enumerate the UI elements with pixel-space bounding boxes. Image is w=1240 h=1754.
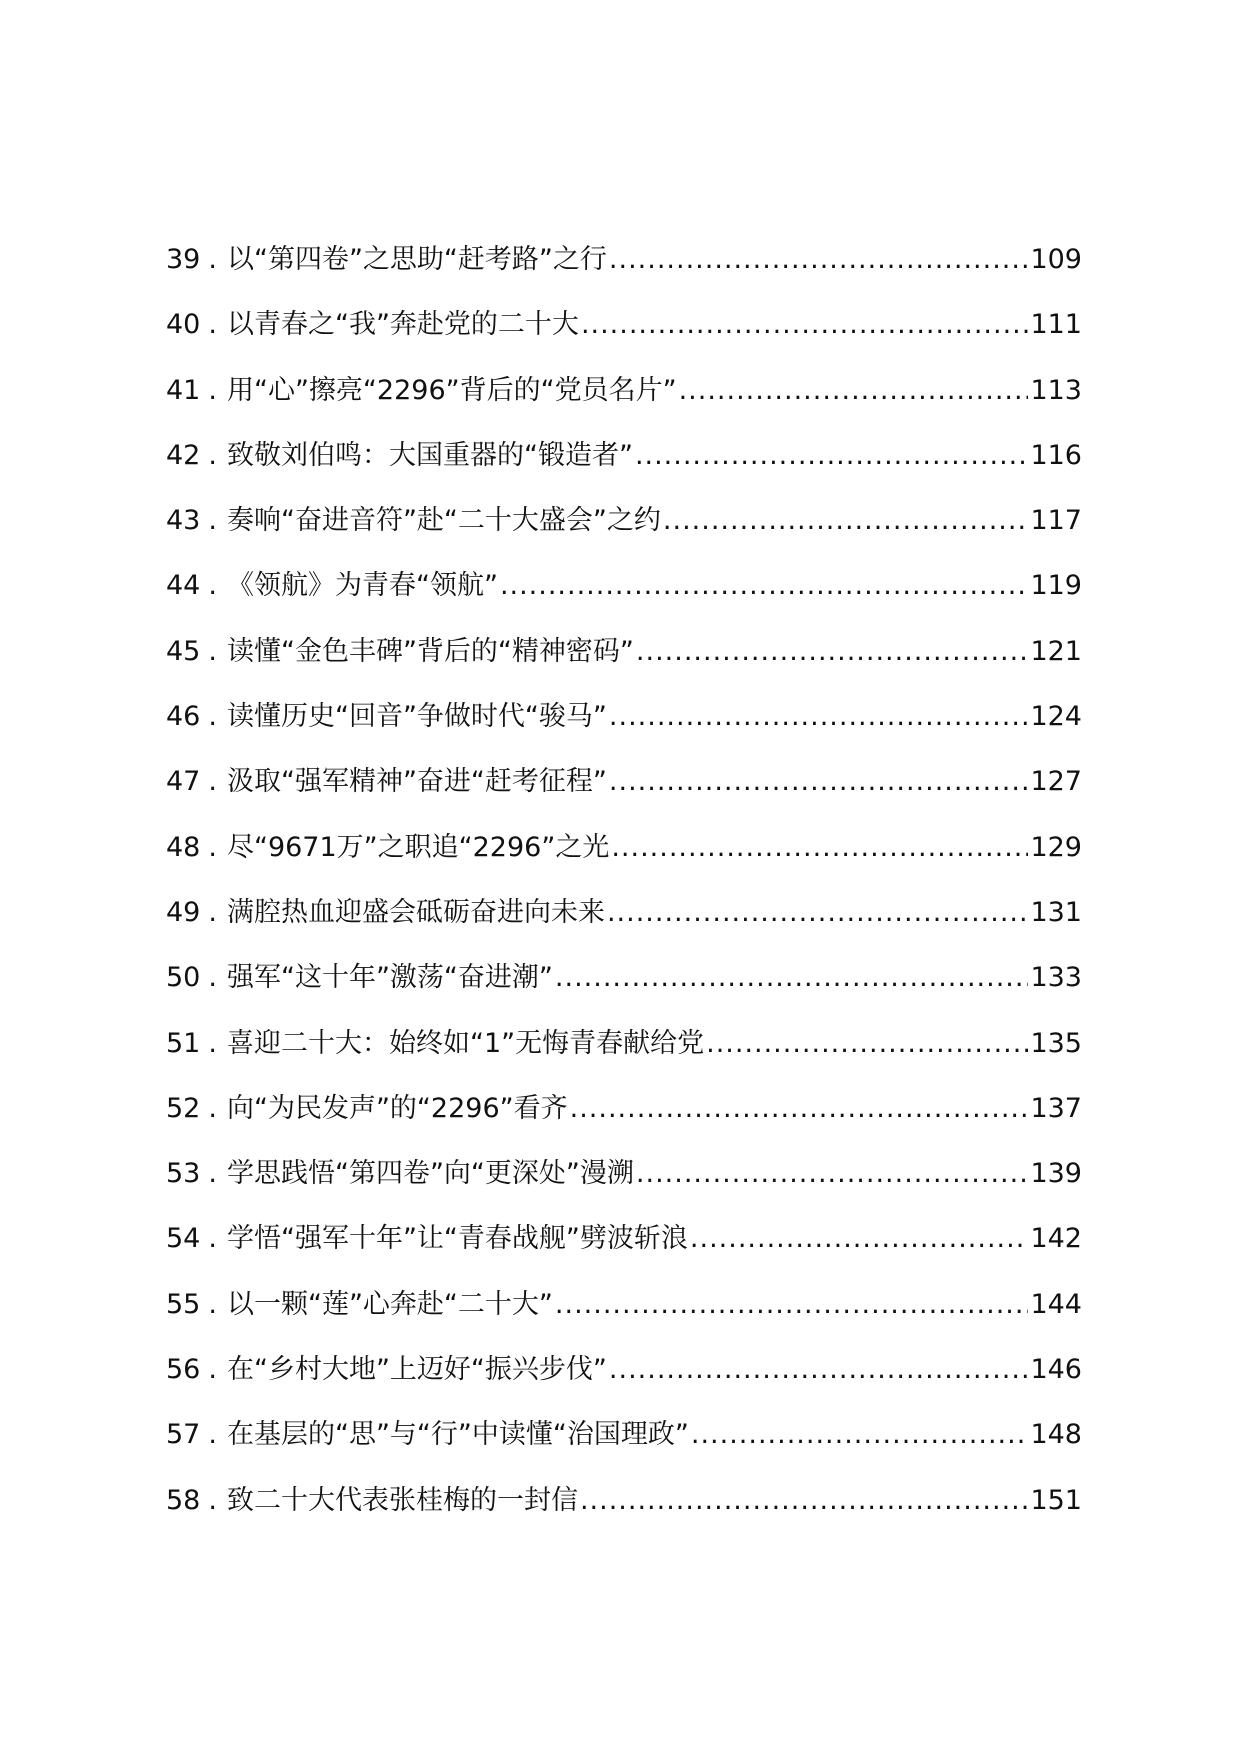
- toc-entry[interactable]: [166, 1221, 1082, 1286]
- toc-entry-separator: .: [208, 1223, 217, 1255]
- toc-entry-page: 119: [1030, 570, 1082, 602]
- toc-entry[interactable]: [166, 438, 1082, 503]
- toc-entry-number: 55: [166, 1288, 201, 1320]
- toc-dot-leader: [580, 1483, 1029, 1519]
- toc-dot-leader: [609, 699, 1029, 735]
- toc-entry-separator: .: [208, 831, 217, 863]
- toc-entry-number: 56: [166, 1354, 201, 1386]
- toc-entry-page: 139: [1030, 1158, 1082, 1190]
- toc-entry-title: 向“为民发声”的“2296”看齐: [226, 1092, 568, 1124]
- toc-entry-number: 42: [166, 439, 201, 471]
- toc-entry-separator: .: [208, 374, 217, 406]
- toc-entry[interactable]: [166, 960, 1082, 1025]
- toc-entry-page: 129: [1030, 831, 1082, 863]
- toc-entry-number: 53: [166, 1158, 201, 1190]
- toc-dot-leader: [691, 1417, 1029, 1453]
- toc-entry-page: 111: [1030, 309, 1082, 341]
- toc-entry[interactable]: [166, 503, 1082, 568]
- toc-entry-separator: .: [208, 1288, 217, 1320]
- toc-entry[interactable]: [166, 764, 1082, 829]
- toc-entry-number: 43: [166, 505, 201, 537]
- toc-entry-separator: .: [208, 635, 217, 667]
- toc-entry-separator: .: [208, 570, 217, 602]
- toc-entry-number: 41: [166, 374, 201, 406]
- toc-entry[interactable]: [166, 373, 1082, 438]
- toc-entry-title: 强军“这十年”激荡“奋进潮”: [226, 962, 553, 994]
- toc-dot-leader: [555, 960, 1029, 996]
- toc-entry-number: 48: [166, 831, 201, 863]
- toc-entry-page: 116: [1030, 439, 1082, 471]
- toc-entry-title: 汲取“强军精神”奋进“赶考征程”: [226, 766, 607, 798]
- toc-entry-page: 133: [1030, 962, 1082, 994]
- toc-entry[interactable]: [166, 1483, 1082, 1548]
- toc-entry-separator: .: [208, 244, 217, 275]
- toc-entry-page: 142: [1030, 1223, 1082, 1255]
- toc-entry-separator: .: [208, 896, 217, 928]
- toc-entry-title: 致敬刘伯鸣：大国重器的“锻造者”: [226, 439, 633, 471]
- table-of-contents: [166, 242, 1082, 1548]
- toc-entry-page: 151: [1030, 1484, 1082, 1516]
- toc-dot-leader: [500, 568, 1029, 604]
- toc-entry-number: 54: [166, 1223, 201, 1255]
- toc-entry-separator: .: [208, 962, 217, 994]
- toc-dot-leader: [690, 1221, 1029, 1257]
- toc-entry[interactable]: [166, 1417, 1082, 1482]
- toc-entry[interactable]: [166, 242, 1082, 307]
- toc-dot-leader: [607, 895, 1029, 931]
- toc-dot-leader: [581, 307, 1029, 343]
- toc-entry-page: 124: [1030, 701, 1082, 733]
- toc-entry-title: 读懂“金色丰碑”背后的“精神密码”: [226, 635, 634, 667]
- toc-entry-title: 用“心”擦亮“2296”背后的“党员名片”: [226, 374, 677, 406]
- toc-entry-page: 148: [1030, 1419, 1082, 1451]
- toc-entry-title: 在基层的“思”与“行”中读懂“治国理政”: [226, 1419, 689, 1451]
- toc-entry-title: 《领航》为青春“领航”: [226, 570, 498, 602]
- toc-entry[interactable]: [166, 895, 1082, 960]
- toc-entry-page: 146: [1030, 1354, 1082, 1386]
- toc-entry-page: 117: [1030, 505, 1082, 537]
- toc-entry-number: 49: [166, 896, 201, 928]
- toc-entry[interactable]: [166, 1026, 1082, 1091]
- toc-entry-page: 109: [1030, 244, 1082, 275]
- toc-entry-separator: .: [208, 1092, 217, 1124]
- toc-entry[interactable]: [166, 1352, 1082, 1417]
- toc-entry-number: 57: [166, 1419, 201, 1451]
- toc-entry-title: 读懂历史“回音”争做时代“骏马”: [226, 701, 607, 733]
- toc-entry-separator: .: [208, 1027, 217, 1059]
- toc-dot-leader: [635, 438, 1029, 474]
- toc-entry-number: 39: [166, 244, 201, 275]
- toc-entry[interactable]: [166, 1156, 1082, 1221]
- toc-dot-leader: [609, 1352, 1029, 1388]
- toc-entry-title: 奏响“奋进音符”赴“二十大盛会”之约: [226, 505, 661, 537]
- toc-entry-page: 137: [1030, 1092, 1082, 1124]
- toc-entry-title: 满腔热血迎盛会砥砺奋进向未来: [226, 896, 605, 928]
- toc-entry-separator: .: [208, 701, 217, 733]
- toc-dot-leader: [636, 1156, 1029, 1192]
- toc-entry[interactable]: [166, 568, 1082, 633]
- toc-entry-title: 在“乡村大地”上迈好“振兴步伐”: [226, 1354, 607, 1386]
- toc-entry-separator: .: [208, 309, 217, 341]
- toc-entry-title: 致二十大代表张桂梅的一封信: [226, 1484, 578, 1516]
- toc-entry-separator: .: [208, 766, 217, 798]
- toc-entry-number: 50: [166, 962, 201, 994]
- toc-dot-leader: [609, 764, 1029, 800]
- toc-entry-title: 学思践悟“第四卷”向“更深处”漫溯: [226, 1158, 634, 1190]
- toc-dot-leader: [663, 503, 1029, 539]
- toc-entry-number: 45: [166, 635, 201, 667]
- toc-entry-title: 尽“9671万”之职追“2296”之光: [226, 831, 610, 863]
- toc-entry-page: 135: [1030, 1027, 1082, 1059]
- toc-entry-page: 144: [1030, 1288, 1082, 1320]
- toc-entry-title: 以青春之“我”奔赴党的二十大: [226, 309, 579, 341]
- toc-dot-leader: [706, 1026, 1028, 1062]
- toc-entry[interactable]: [166, 699, 1082, 764]
- toc-dot-leader: [609, 242, 1029, 278]
- toc-entry[interactable]: [166, 1091, 1082, 1156]
- toc-entry-separator: .: [208, 439, 217, 471]
- toc-entry-number: 52: [166, 1092, 201, 1124]
- toc-entry-page: 127: [1030, 766, 1082, 798]
- toc-entry-number: 58: [166, 1484, 201, 1516]
- toc-entry-number: 47: [166, 766, 201, 798]
- toc-entry-number: 44: [166, 570, 201, 602]
- toc-entry-title: 喜迎二十大：始终如“1”无悔青春献给党: [226, 1027, 705, 1059]
- toc-entry-number: 40: [166, 309, 201, 341]
- toc-dot-leader: [555, 1287, 1029, 1323]
- toc-entry-separator: .: [208, 1158, 217, 1190]
- toc-dot-leader: [570, 1091, 1029, 1127]
- toc-entry[interactable]: [166, 634, 1082, 699]
- toc-dot-leader: [611, 830, 1028, 866]
- toc-entry-page: 131: [1030, 896, 1082, 928]
- toc-entry-number: 46: [166, 701, 201, 733]
- toc-dot-leader: [679, 373, 1029, 409]
- toc-entry[interactable]: [166, 1287, 1082, 1352]
- toc-entry-separator: .: [208, 505, 217, 537]
- toc-entry-separator: .: [208, 1484, 217, 1516]
- toc-entry-page: 113: [1030, 374, 1082, 406]
- toc-entry-number: 51: [166, 1027, 201, 1059]
- toc-dot-leader: [636, 634, 1029, 670]
- toc-entry-page: 121: [1030, 635, 1082, 667]
- toc-entry-title: 学悟“强军十年”让“青春战舰”劈波斩浪: [226, 1223, 688, 1255]
- toc-entry[interactable]: [166, 307, 1082, 372]
- toc-entry-title: 以一颗“莲”心奔赴“二十大”: [226, 1288, 553, 1320]
- toc-entry-title: 以“第四卷”之思助“赶考路”之行: [226, 244, 607, 275]
- toc-entry-separator: .: [208, 1354, 217, 1386]
- toc-entry[interactable]: [166, 830, 1082, 895]
- toc-entry-separator: .: [208, 1419, 217, 1451]
